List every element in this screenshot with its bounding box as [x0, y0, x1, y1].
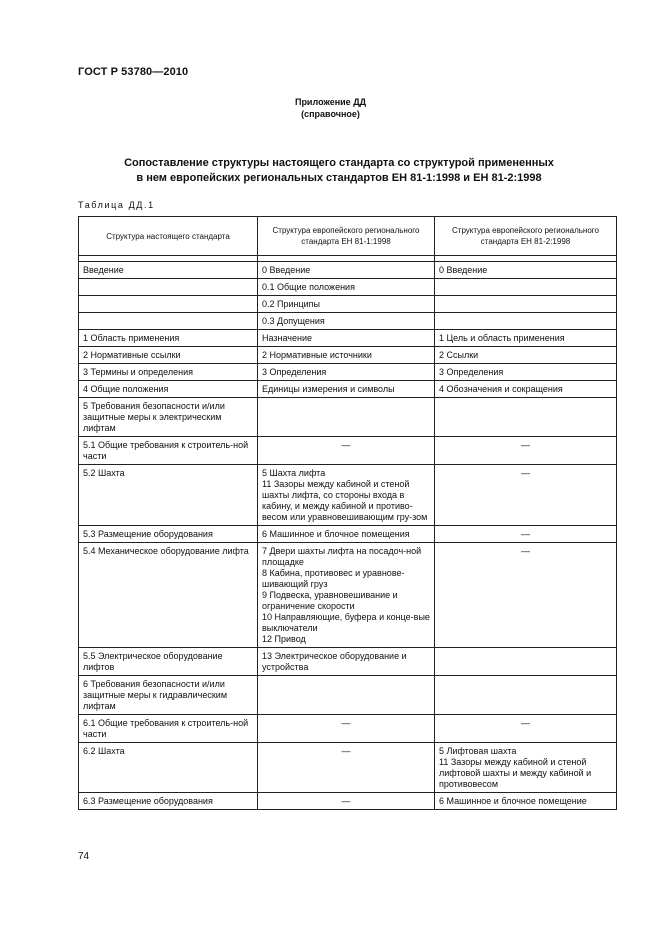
table-cell: [435, 437, 617, 465]
cell-line: 5.1 Общие требования к строитель-ной части: [83, 440, 249, 461]
cell-line: 6.3 Размещение оборудования: [83, 796, 213, 806]
table-cell: [435, 743, 617, 793]
cell-line: Назначение: [262, 333, 313, 343]
table-cell: [79, 381, 258, 398]
cell-line: 3 Определения: [439, 367, 504, 377]
table-cell: [258, 364, 435, 381]
table-cell: [79, 648, 258, 676]
table-cell: [435, 648, 617, 676]
annex-title: Приложение ДД: [294, 97, 367, 107]
table-cell: [435, 543, 617, 648]
cell-line: —: [341, 796, 351, 806]
cell-line: 13 Электрическое оборудование и устройства: [262, 651, 407, 672]
cell-line: 3 Термины и определения: [83, 367, 193, 377]
cell-line: 5.3 Размещение оборудования: [83, 529, 213, 539]
cell-line: 5.2 Шахта: [83, 468, 125, 478]
table-caption: Таблица ДД.1: [78, 200, 155, 210]
cell-line: 0.3 Допущения: [262, 316, 325, 326]
cell-line: —: [521, 440, 530, 450]
table-cell: [435, 313, 617, 330]
cell-line: Единицы измерения и символы: [262, 384, 395, 394]
table-cell: [435, 676, 617, 715]
table-cell: [435, 526, 617, 543]
cell-line: 0 Введение: [439, 265, 488, 275]
table-cell: [79, 543, 258, 648]
table-row: [79, 279, 617, 296]
table-row: [79, 543, 617, 648]
cell-line: 5 Требования безопасности и/или защитные меры к электрическим лифтам: [83, 401, 225, 433]
cell-line: 1 Цель и область применения: [439, 333, 565, 343]
table-cell: [435, 793, 617, 810]
table-cell: [79, 330, 258, 347]
table-cell: [435, 715, 617, 743]
cell-line: 6 Машинное и блочное помещение: [439, 796, 587, 806]
table-cell: [258, 793, 435, 810]
table-row: [79, 364, 617, 381]
cell-line: 2 Ссылки: [439, 350, 479, 360]
table-cell: [79, 364, 258, 381]
table-row: [79, 743, 617, 793]
table-cell: [258, 465, 435, 526]
cell-line: —: [341, 746, 351, 756]
table-row: [79, 793, 617, 810]
table-cell: [258, 381, 435, 398]
page-number: 74: [78, 851, 90, 862]
cell-line: —: [521, 546, 530, 556]
cell-line: 12 Привод: [262, 634, 306, 644]
table-cell: [79, 313, 258, 330]
table-row: [79, 330, 617, 347]
cell-line: —: [341, 718, 351, 728]
table-cell: [258, 313, 435, 330]
table-row: [79, 347, 617, 364]
table-cell: [79, 347, 258, 364]
table-cell: [79, 279, 258, 296]
table-cell: [79, 437, 258, 465]
column-header-en-81-1: Структура европейского регионального стандарта ЕН 81-1:1998: [258, 217, 435, 256]
table-cell: [258, 296, 435, 313]
cell-line: 9 Подвеска, уравновешивание и ограничение скорости: [262, 590, 398, 611]
cell-line: 5 Шахта лифта: [262, 468, 326, 478]
cell-line: 0.1 Общие положения: [262, 282, 355, 292]
cell-line: —: [521, 468, 530, 478]
table-cell: [258, 715, 435, 743]
table-cell: [258, 743, 435, 793]
table-row: [79, 437, 617, 465]
table-row: [79, 296, 617, 313]
table-cell: [79, 743, 258, 793]
document-code: ГОСТ Р 53780—2010: [78, 66, 189, 78]
cell-line: 6 Машинное и блочное помещения: [262, 529, 410, 539]
table-cell: [79, 526, 258, 543]
table-cell: [435, 279, 617, 296]
table-cell: [258, 648, 435, 676]
table-row: [79, 465, 617, 526]
table-cell: [79, 398, 258, 437]
table-cell: [435, 364, 617, 381]
cell-line: 5.4 Механическое оборудование лифта: [83, 546, 249, 556]
table-cell: [258, 437, 435, 465]
table-row: [79, 313, 617, 330]
cell-line: —: [521, 529, 530, 539]
column-header-en-81-2: Структура европейского регионального стандарта ЕН 81-2:1998: [435, 217, 617, 256]
table-row: [79, 676, 617, 715]
cell-line: Введение: [83, 265, 124, 275]
table-cell: [79, 793, 258, 810]
table-cell: [79, 262, 258, 279]
table-cell: [435, 330, 617, 347]
table-cell: [258, 526, 435, 543]
cell-line: 0 Введение: [262, 265, 311, 275]
table-cell: [435, 262, 617, 279]
table-cell: [79, 296, 258, 313]
cell-line: 6 Требования безопасности и/или защитные меры к гидравлическим лифтам: [83, 679, 228, 711]
table-cell: [435, 465, 617, 526]
table-cell: [79, 715, 258, 743]
table-row: [79, 381, 617, 398]
cell-line: 4 Обозначения и сокращения: [439, 384, 563, 394]
heading-line-1: Сопоставление структуры настоящего стандарта со структурой примененных: [124, 157, 554, 169]
table-row: [79, 715, 617, 743]
table-cell: [435, 296, 617, 313]
table-row: [79, 648, 617, 676]
annex-subtitle: (справочное): [301, 109, 360, 119]
table-cell: [258, 330, 435, 347]
structure-comparison-table: [78, 216, 617, 810]
table-row: [79, 262, 617, 279]
table-cell: [258, 262, 435, 279]
cell-line: 5 Лифтовая шахта: [439, 746, 517, 756]
cell-line: 10 Направляющие, буфера и конце-вые выключатели: [262, 612, 430, 633]
table-cell: [258, 398, 435, 437]
table-body: [79, 256, 617, 810]
table-cell: [79, 676, 258, 715]
cell-line: 11 Зазоры между кабиной и стеной шахты лифта, со стороны входа в кабину, и между кабиной и противо-весом или уравновешивающим гру-зом: [262, 479, 428, 522]
table-cell: [435, 381, 617, 398]
cell-line: 7 Двери шахты лифта на посадоч-ной площадке: [262, 546, 422, 567]
table-cell: [435, 398, 617, 437]
cell-line: 4 Общие положения: [83, 384, 169, 394]
cell-line: 8 Кабина, противовес и уравнове-шивающий груз: [262, 568, 405, 589]
table-row: [79, 526, 617, 543]
table-cell: [258, 347, 435, 364]
cell-line: 0.2 Принципы: [262, 299, 321, 309]
cell-line: 2 Нормативные ссылки: [83, 350, 181, 360]
cell-line: 1 Область применения: [83, 333, 180, 343]
header-row: [79, 217, 617, 256]
table-cell: [258, 543, 435, 648]
cell-line: 6.1 Общие требования к строитель-ной части: [83, 718, 249, 739]
column-header-this-standard: Структура настоящего стандарта: [79, 217, 258, 256]
table-cell: [258, 279, 435, 296]
cell-line: 3 Определения: [262, 367, 327, 377]
table-header: [79, 217, 617, 256]
cell-line: —: [341, 440, 351, 450]
table-row: [79, 398, 617, 437]
cell-line: 6.2 Шахта: [83, 746, 125, 756]
table-cell: [258, 676, 435, 715]
cell-line: —: [521, 718, 530, 728]
comparison-heading: [80, 156, 598, 186]
cell-line: 2 Нормативные источники: [262, 350, 372, 360]
table-cell: [79, 465, 258, 526]
cell-line: 11 Зазоры между кабиной и стеной лифтовой шахты и между кабиной и противовесом: [439, 757, 592, 789]
heading-line-2: в нем европейских региональных стандартов ЕН 81-1:1998 и ЕН 81-2:1998: [136, 172, 542, 184]
table-cell: [435, 347, 617, 364]
cell-line: 5.5 Электрическое оборудование лифтов: [83, 651, 223, 672]
